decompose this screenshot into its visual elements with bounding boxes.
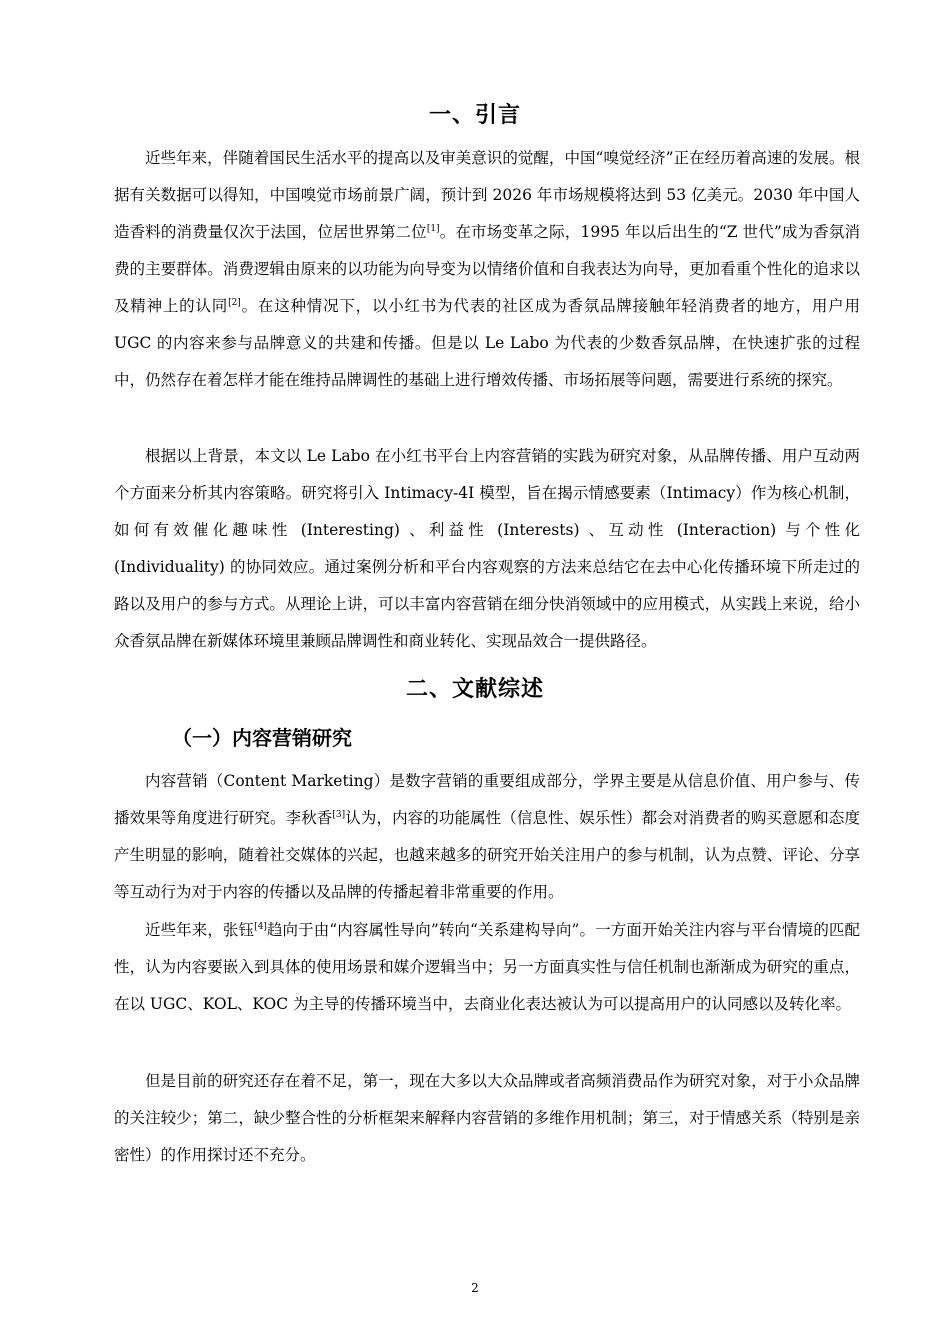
section-heading-introduction: 一、引言 [428,103,521,128]
paragraph-intro-2: 根据以上背景，本文以 Le Labo 在小红书平台上内容营销的实践为研究对象，从品牌传播、用户互动两个方面来分析其内容策略。研究将引入 Intimacy-4I 模型，旨在揭示情感要素（Intimacy）作为核心机制，如何有效催化趣味性 (Interesting) 、利益性 (Interests) 、互动性 (Interaction) 与个性化 (Individuality) 的协同效应。通过案例分析和平台内容观察的方法来总结它在去中心化传播环境下所走过的路以及用户的参与方式。从理论上讲，可以丰富内容营销在细分快消领域中的应用模式，从实践上来说，给小众香氛品牌在新媒体环境里兼顾品牌调性和商业转化、实现品效合一提供路径。 [114,447,860,650]
paragraph-text: 。在市场变革之际，1995 年以后出生的“Z 世代”成为香氛消费的主要群体。消费逻辑由原来的以功能为向导变为以情绪价值和自我表达为向导，更加看重个性化的追求以及精神上的认同 [114,223,860,315]
paragraph-intro-1 [114,140,860,399]
paragraph-lit-2 [114,912,860,1023]
citation-ref-1: [1] [426,224,440,234]
citation-ref-4: [4] [254,922,267,932]
citation-ref-2: [2] [228,298,241,308]
subsection-heading-content-marketing: （一）内容营销研究 [172,726,352,750]
citation-ref-3: [3] [332,810,346,820]
section-heading-literature-review: 二、文献综述 [405,677,544,702]
paragraph-text: 近些年来，张钰 [145,921,255,939]
paragraph-text: 近些年来，伴随着国民生活水平的提高以及审美意识的觉醒，中国“嗅觉经济”正在经历着高速的发展。根据有关数据可以得知，中国嗅觉市场前景广阔，预计到 2026 年市场规模将达到 53 亿美元。2030 年中国人造香料的消费量仅次于法国，位居世界第二位 [114,149,860,241]
paragraph-text: 内容营销（Content Marketing）是数字营销的重要组成部分，学界主要是从信息价值、用户参与、传播效果等角度进行研究。李秋香 [114,772,860,827]
paragraph-lit-1 [114,763,860,911]
page-number: 2 [471,1281,479,1295]
paragraph-lit-3: 但是目前的研究还存在着不足，第一，现在大多以大众品牌或者高频消费品作为研究对象，对于小众品牌的关注较少；第二，缺少整合性的分析框架来解释内容营销的多维作用机制；第三，对于情感关系（特别是亲密性）的作用探讨还不充分。 [114,1072,860,1164]
paragraph-text: 趋向于由“内容属性导向”转向“关系建构导向”。一方面开始关注内容与平台情境的匹配性，认为内容要嵌入到具体的使用场景和媒介逻辑当中；另一方面真实性与信任机制也渐渐成为研究的重点，在以 UGC、KOL、KOC 为主导的传播环境当中，去商业化表达被认为可以提高用户的认同感以及转化率。 [114,921,860,1013]
paragraph-text: 。在这种情况下，以小红书为代表的社区成为香氛品牌接触年轻消费者的地方，用户用 UGC 的内容来参与品牌意义的共建和传播。但是以 Le Labo 为代表的少数香氛品牌，在快速扩张的过程中，仍然存在着怎样才能在维持品牌调性的基础上进行增效传播、市场拓展等问题，需要进行系统的探究。 [114,297,860,389]
paragraph-text: 认为，内容的功能属性（信息性、娱乐性）都会对消费者的购买意愿和态度产生明显的影响，随着社交媒体的兴起，也越来越多的研究开始关注用户的参与机制，认为点赞、评论、分享等互动行为对于内容的传播以及品牌的传播起着非常重要的作用。 [114,809,860,901]
